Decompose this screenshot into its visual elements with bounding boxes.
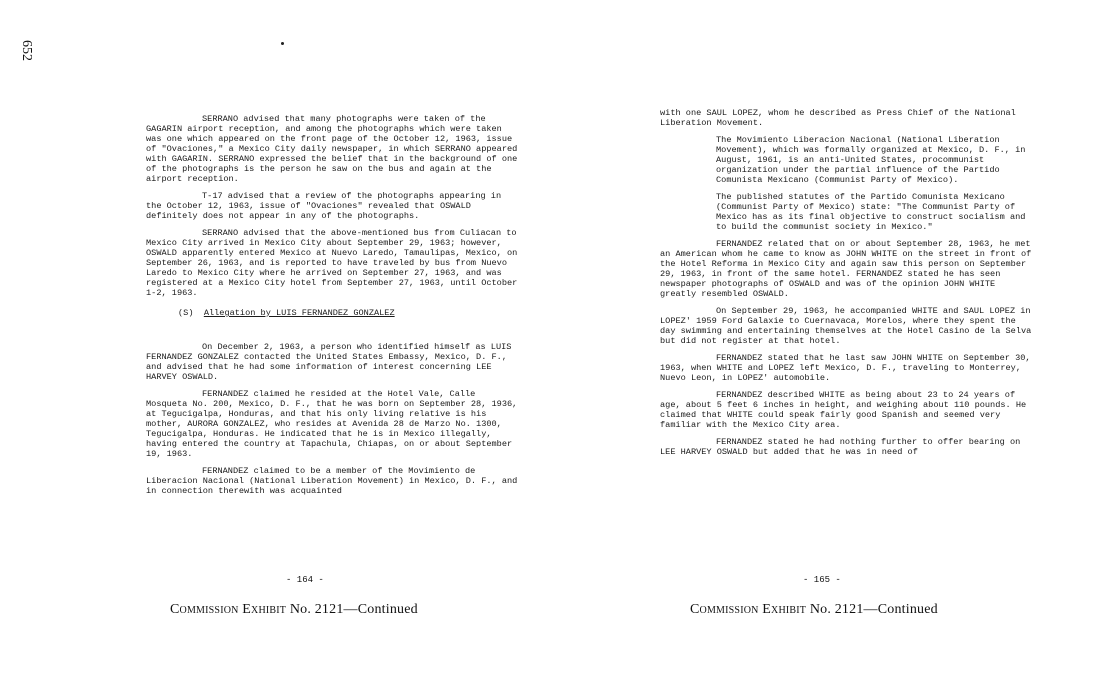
right-page-text bbox=[660, 108, 1032, 464]
caption-prefix: Commission Exhibit bbox=[170, 602, 287, 617]
left-exhibit-caption bbox=[170, 602, 418, 618]
paragraph: T-17 advised that a review of the photographs appearing in the October 12, 1963, issue of "Ovaciones" revealed that OSWALD definitely does not appear in any of the photographs. bbox=[146, 191, 502, 221]
caption-suffix: No. 2121—Continued bbox=[289, 602, 418, 617]
paragraph: SERRANO advised that the above-mentioned bus from Culiacan to Mexico City arrived in Mexico City about September 29, 1963; however, OSWALD apparently entered Mexico at Nuevo Laredo, Tamaulipas, Mexico, on September 26, 1963, and is reported to have traveled by bus from Nuevo Laredo to Mexico City where he arrived on September 27, 1963, and was registered at a Mexico City hotel from September 27, 1963, until October 1-2, 1963. bbox=[146, 228, 518, 298]
left-page-text bbox=[146, 114, 518, 503]
paragraph: FERNANDEZ stated that he last saw JOHN WHITE on September 30, 1963, when WHITE and LOPEZ left Mexico, D. F., traveling to Monterrey, Nuevo Leon, in LOPEZ' automobile. bbox=[660, 353, 1031, 383]
quoted-block: The published statutes of the Partido Comunista Mexicano (Communist Party of Mexico) state: "The Communist Party of Mexico has as its final objective to construct socialism and to build the communist society in Mexico." bbox=[716, 192, 1026, 232]
paragraph: FERNANDEZ stated he had nothing further to offer bearing on LEE HARVEY OSWALD but added that he was in need of bbox=[660, 437, 1021, 457]
section-heading bbox=[178, 308, 518, 318]
paragraph: On December 2, 1963, a person who identified himself as LUIS FERNANDEZ GONZALEZ contacted the United States Embassy, Mexico, D. F., and advised that he had some information of interest concerning LEE HARVEY OSWALD. bbox=[146, 342, 512, 382]
side-page-number: 652 bbox=[19, 40, 34, 61]
paragraph: FERNANDEZ claimed he resided at the Hotel Vale, Calle Mosqueta No. 200, Mexico, D. F., that he was born on September 28, 1936, at Tegucigalpa, Honduras, and that his only living relative is his mother, AURORA GONZALEZ, who resides at Avenida 28 de Marzo No. 1300, Tegucigalpa, Honduras. He indicated that he is in Mexico illegally, having entered the country at Tapachula, Chiapas, on or about September 19, 1963. bbox=[146, 389, 518, 459]
paragraph: FERNANDEZ claimed to be a member of the Movimiento de Liberacion Nacional (National Liberation Movement) in Mexico, D. F., and in connection therewith was acquainted bbox=[146, 466, 518, 496]
right-exhibit-caption bbox=[690, 602, 938, 618]
caption-prefix: Commission Exhibit bbox=[690, 602, 807, 617]
caption-suffix: No. 2121—Continued bbox=[809, 602, 938, 617]
paragraph: FERNANDEZ described WHITE as being about 23 to 24 years of age, about 5 feet 6 inches in height, and weighing about 110 pounds. He claimed that WHITE could speak fairly good Spanish and seemed very familiar with the Mexico City area. bbox=[660, 390, 1027, 430]
right-page-number: - 165 - bbox=[803, 575, 841, 585]
speck-mark bbox=[281, 42, 284, 45]
paragraph: SERRANO advised that many photographs were taken of the GAGARIN airport reception, and among the photographs which were taken was one which appeared on the front page of the October 12, 1963, issue of "Ovaciones," a Mexico City daily newspaper, in which SERRANO appeared with GAGARIN. SERRANO expressed the belief that in the background of one of the photographs is the person he saw on the bus and again at the airport reception. bbox=[146, 114, 518, 184]
left-page-number: - 164 - bbox=[286, 575, 324, 585]
paragraph: with one SAUL LOPEZ, whom he described as Press Chief of the National Liberation Movement. bbox=[660, 108, 1016, 128]
section-title: Allegation by LUIS FERNANDEZ GONZALEZ bbox=[203, 308, 395, 318]
quoted-block: The Movimiento Liberacion Nacional (National Liberation Movement), which was formally organized at Mexico, D. F., in August, 1961, is an anti-United States, procommunist organization under the partial influence of the Partido Comunista Mexicano (Communist Party of Mexico). bbox=[716, 135, 1026, 185]
section-label: (S) bbox=[178, 308, 194, 318]
paragraph: FERNANDEZ related that on or about September 28, 1963, he met an American whom he came to know as JOHN WHITE on the street in front of the Hotel Reforma in Mexico City and again saw this person on September 29, 1963, in front of the same hotel. FERNANDEZ stated he has seen newspaper photographs of OSWALD and was of the opinion JOHN WHITE greatly resembled OSWALD. bbox=[660, 239, 1032, 299]
paragraph: On September 29, 1963, he accompanied WHITE and SAUL LOPEZ in LOPEZ' 1959 Ford Galaxie to Cuernavaca, Morelos, where they spent the day swimming and entertaining themselves at the Hotel Casino de la Selva but did not register at that hotel. bbox=[660, 306, 1032, 346]
